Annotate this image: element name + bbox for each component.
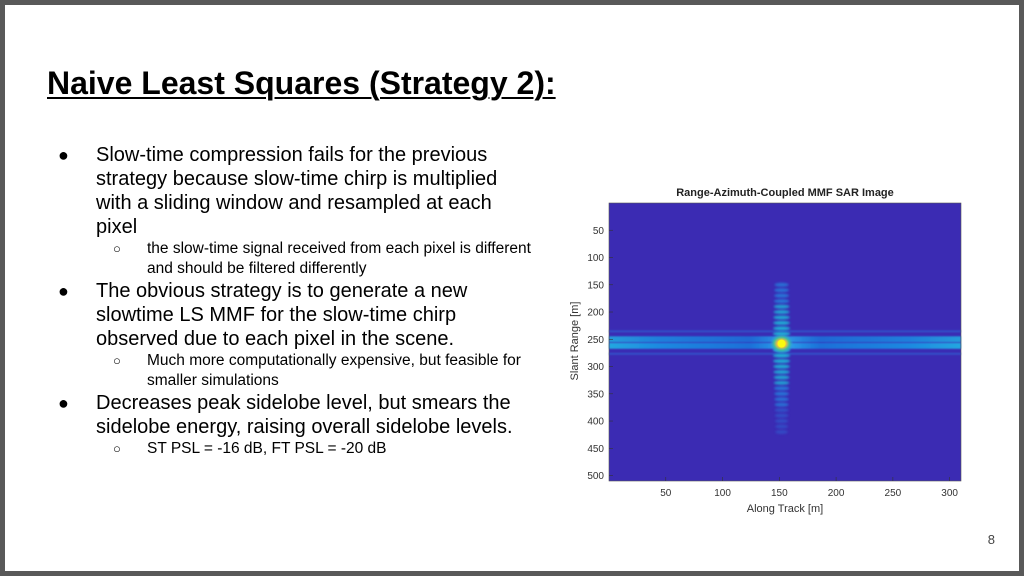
azimuth-sidelobe: [774, 375, 790, 379]
sub-bullet-list: [96, 439, 536, 459]
sar-image-chart: [563, 177, 983, 527]
peak-core: [778, 340, 786, 348]
sub-bullet-text: the slow-time signal received from each pixel is different and should be filtered differently: [147, 240, 531, 277]
azimuth-sidelobe: [773, 359, 790, 363]
azimuth-sidelobe: [774, 299, 789, 303]
azimuth-sidelobe: [775, 403, 789, 407]
x-axis-label: Along Track [m]: [746, 503, 824, 515]
x-tick-label: 250: [884, 488, 902, 499]
azimuth-sidelobe: [773, 315, 789, 319]
y-tick-label: 250: [587, 334, 604, 346]
page-number: 8: [987, 532, 995, 547]
x-tick-label: 300: [941, 488, 958, 499]
range-faint-band: [609, 330, 961, 332]
sub-bullet-text: ST PSL = -16 dB, FT PSL = -20 dB: [147, 440, 387, 457]
y-tick-label: 350: [587, 389, 604, 401]
azimuth-sidelobe: [774, 283, 788, 287]
y-tick-label: 50: [592, 225, 604, 237]
azimuth-sidelobe: [774, 370, 790, 374]
x-tick-label: 50: [660, 488, 672, 499]
y-tick-label: 450: [587, 443, 604, 455]
azimuth-sidelobe: [775, 414, 788, 418]
azimuth-sidelobe: [775, 430, 787, 434]
bullet-text: The obvious strategy is to generate a new slowtime LS MMF for the slow-time chirp observed due to each pixel in the scene.: [96, 280, 468, 350]
bullet-dot-icon: ●: [58, 281, 69, 301]
y-tick-label: 400: [587, 416, 604, 428]
sub-bullet-circle-icon: ○: [113, 441, 121, 456]
y-tick-label: 300: [587, 362, 604, 374]
azimuth-sidelobe: [773, 365, 790, 369]
azimuth-sidelobe: [775, 419, 788, 423]
azimuth-sidelobe: [774, 310, 790, 314]
azimuth-sidelobe: [774, 386, 789, 390]
y-tick-label: 100: [587, 253, 604, 265]
bullet-item: [5, 391, 536, 459]
chart-title: Range-Azimuth-Coupled MMF SAR Image: [676, 187, 894, 199]
bullet-dot-icon: ●: [58, 393, 69, 413]
azimuth-sidelobe: [774, 305, 790, 309]
azimuth-sidelobe: [773, 321, 790, 325]
sub-bullet-text: Much more computationally expensive, but feasible for smaller simulations: [147, 352, 521, 389]
sub-bullet-circle-icon: ○: [113, 241, 121, 256]
bullet-text: Slow-time compression fails for the previous strategy because slow-time chirp is multiplied with a sliding window and resampled at each pixel: [96, 144, 498, 238]
sub-bullet-circle-icon: ○: [113, 353, 121, 368]
azimuth-sidelobe: [774, 381, 789, 385]
sub-bullet-item: [113, 239, 547, 279]
azimuth-sidelobe: [774, 288, 789, 292]
y-tick-label: 200: [587, 307, 604, 319]
azimuth-sidelobe: [774, 294, 789, 298]
x-tick-label: 200: [827, 488, 845, 499]
sub-bullet-item: [113, 351, 547, 391]
azimuth-sidelobe: [773, 354, 790, 358]
azimuth-sidelobe: [775, 424, 788, 428]
sub-bullet-list: [96, 351, 536, 391]
bullet-item: [5, 143, 536, 279]
chart-svg: [563, 177, 983, 527]
slide-title: Naive Least Squares (Strategy 2):: [47, 65, 556, 101]
sub-bullet-list: [96, 239, 536, 279]
bullet-item: [5, 279, 536, 391]
y-axis-label: Slant Range [m]: [569, 301, 581, 381]
sub-bullet-item: [113, 439, 547, 459]
azimuth-sidelobe: [774, 397, 788, 401]
x-tick-label: 150: [770, 488, 788, 499]
bullet-list: [5, 143, 565, 459]
bullet-text: Decreases peak sidelobe level, but smears the sidelobe energy, raising overall sidelobe levels.: [96, 392, 513, 438]
azimuth-sidelobe: [775, 408, 789, 412]
plot-area: [609, 203, 961, 481]
x-tick-label: 100: [714, 488, 731, 499]
azimuth-sidelobe: [773, 326, 790, 330]
azimuth-sidelobe: [774, 392, 789, 396]
y-tick-label: 500: [587, 471, 604, 483]
bullet-dot-icon: ●: [58, 145, 69, 165]
y-tick-label: 150: [587, 280, 604, 292]
